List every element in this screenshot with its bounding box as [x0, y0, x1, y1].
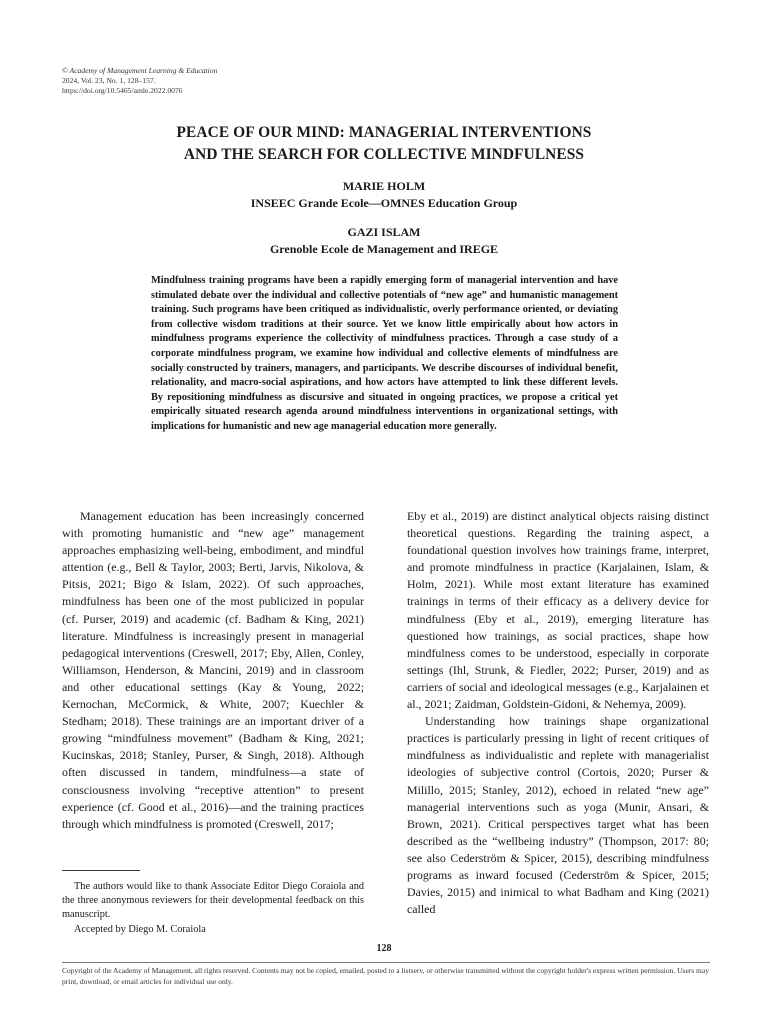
copyright-divider: [62, 962, 710, 963]
author-block: [60, 178, 708, 212]
copyright-notice: Copyright of the Academy of Management, all rights reserved. Contents may not be copied, emailed, posted to a listserv, or otherwise transmitted without the copyright holder's express written permission. Users may print, download, or email articles for individual use only.: [62, 966, 709, 986]
author-name: GAZI ISLAM: [347, 225, 421, 239]
footnote: [62, 880, 364, 937]
author-affiliation: INSEEC Grande Ecole—OMNES Education Group: [250, 196, 518, 210]
journal-name: © Academy of Management Learning & Education: [62, 66, 218, 75]
body-column-left: [62, 508, 364, 833]
acknowledgement: The authors would like to thank Associate Editor Diego Coraiola and the three anonymous reviewers for their developmental feedback on this manuscript.: [62, 881, 364, 921]
author-list: [60, 178, 708, 270]
volume-info: 2024, Vol. 23, No. 1, 128–157.: [62, 76, 156, 85]
author-block: [60, 224, 708, 258]
title-line-2: AND THE SEARCH FOR COLLECTIVE MINDFULNESS: [183, 146, 585, 163]
accepted-by: Accepted by Diego M. Coraiola: [74, 923, 206, 935]
article-title: [60, 122, 708, 166]
abstract: Mindfulness training programs have been a rapidly emerging form of managerial intervention and have stimulated debate over the individual and collective potentials of “new age” and humanistic management training. Such programs have been critiqued as individualistic, overly performance oriented, or deviating from collective wisdom traditions at their source. Yet we know little empirically about how actors in mindfulness programs experience the collectivity of mindfulness practices. Through a case study of a corporate mindfulness program, we examine how individual and collective elements of mindfulness are socially constructed by trainers, managers, and participants. We describe discourses of individual benefit, relationality, and macro-social aspirations, and how actors have attempted to link these different levels. By repositioning mindfulness as discursive and situated in ongoing practices, we propose a critical yet empirically situated research agenda around mindfulness interventions in organizational settings, with implications for humanistic and new age managerial education more generally.: [151, 275, 618, 432]
journal-metadata: [62, 66, 217, 96]
author-affiliation: Grenoble Ecole de Management and IREGE: [269, 242, 499, 256]
doi-link[interactable]: https://doi.org/10.5465/amle.2022.0076: [62, 86, 183, 95]
author-name: MARIE HOLM: [342, 179, 426, 193]
body-paragraph: Eby et al., 2019) are distinct analytical objects raising distinct theoretical questions. Regarding the training aspect, a foundational question involves how trainings frame, interpret, and promote mindfulness in practice (Karjalainen, Islam, & Holm, 2021). While most extant literature has examined trainings in terms of their efficacy as a delivery device for mindfulness (Eby et al., 2019), emerging literature has questioned how trainings, as social practices, shape how mindfulness comes to be understood, especially in corporate settings (Ihl, Strunk, & Fiedler, 2022; Purser, 2019) and as carriers of social and ideological messages (e.g., Karjalainen et al., 2021; Zaidman, Goldstein-Gidoni, & Nehemya, 2009).: [407, 509, 709, 712]
title-line-1: PEACE OF OUR MIND: MANAGERIAL INTERVENTIONS: [176, 124, 592, 141]
body-paragraph: Management education has been increasingly concerned with promoting humanistic and “new age” management approaches emphasizing well-being, embodiment, and mindful attention (e.g., Bell & Taylor, 2003; Berti, Jarvis, Nikolova, & Pitsis, 2021; Bigo & Islam, 2022). Of such approaches, mindfulness has been one of the most publicized in popular (cf. Purser, 2019) and academic (cf. Badham & King, 2021) literature. Mindfulness is increasingly present in managerial pedagogical interventions (Creswell, 2017; Eby, Allen, Conley, Williamson, Henderson, & Mancini, 2019) and in classroom and other educational settings (Kay & Young, 2022; Kernochan, McCormick, & White, 2007; Kuechler & Stedham; 2018). These trainings are an important driver of a growing “mindfulness movement” (Badham & King, 2021; Kucinskas, 2018; Stanley, Purser, & Singh, 2018). Although often discussed in tandem, mindfulness—a state of consciousness involving “receptive attention” to present experience (cf. Good et al., 2016)—and the training practices through which mindfulness is promoted (Creswell, 2017;: [62, 509, 364, 831]
page-number: 128: [376, 943, 392, 954]
body-column-right: [407, 508, 709, 918]
footnote-divider: [62, 870, 140, 871]
body-paragraph: Understanding how trainings shape organizational practices is particularly pressing in light of recent critiques of mindfulness as individualistic and replete with managerialist ideologies of subjective control (Cortois, 2020; Purser & Milillo, 2015; Stanley, 2012), echoed in related “new age” managerial interventions such as yoga (Munir, Ansari, & Brown, 2021). Critical perspectives target what has been described as the “wellbeing industry” (Thompson, 2017: 80; see also Cederström & Spicer, 2015), describing mindfulness programs as inward focused (Cederström & Spicer, 2015; Davies, 2015) and inimical to what Badham and King (2021) called: [407, 714, 709, 917]
